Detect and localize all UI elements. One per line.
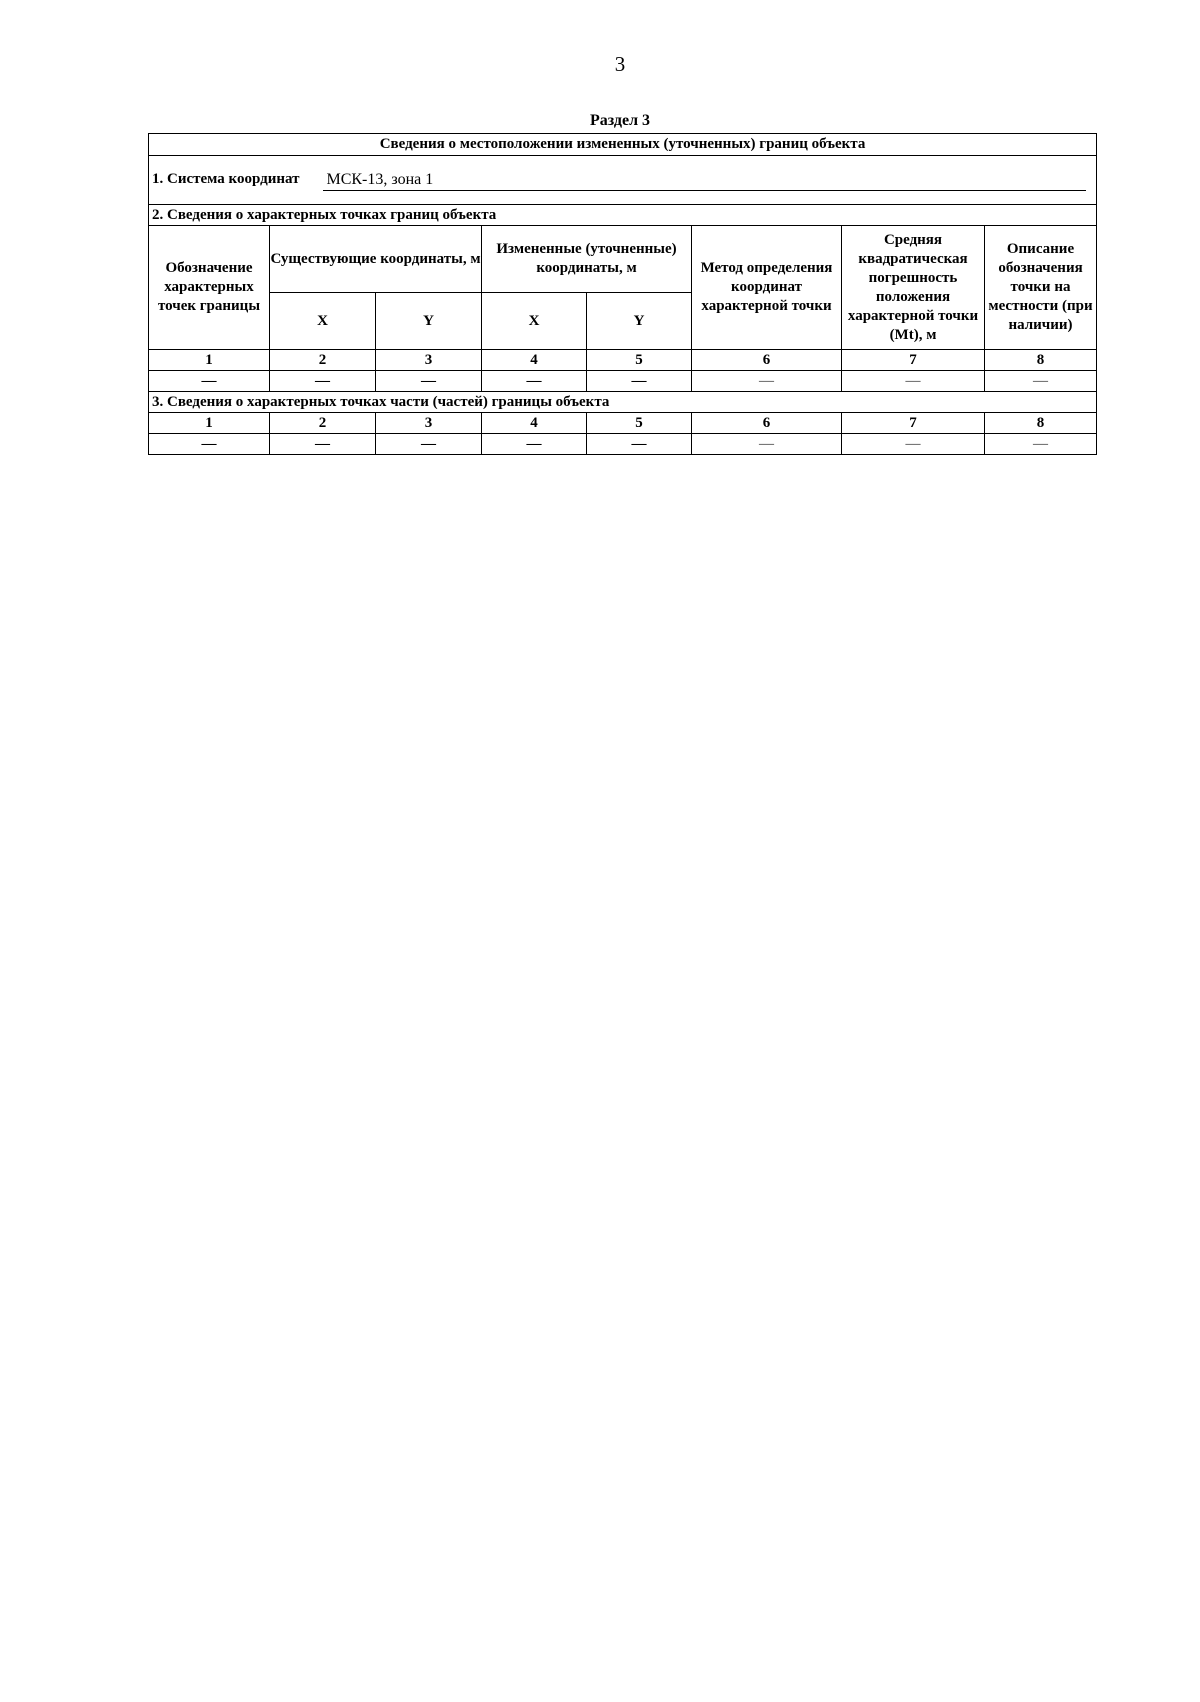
table-cell: — (482, 371, 587, 392)
header-existing-y: Y (376, 293, 482, 350)
table-cell: — (376, 371, 482, 392)
column-number: 4 (482, 413, 587, 434)
header-row-1 (149, 226, 1097, 293)
header-existing-coords: Существующие координаты, м (270, 226, 482, 293)
column-number: 5 (587, 413, 692, 434)
parts-heading: 3. Сведения о характерных точках части (частей) границы объекта (149, 392, 1097, 413)
parts-heading-row (149, 392, 1097, 413)
coord-system-row (149, 156, 1097, 205)
table-cell: — (842, 371, 985, 392)
column-number: 1 (149, 413, 270, 434)
table-title: Сведения о местоположении измененных (уточненных) границ объекта (149, 134, 1097, 156)
table-title-row (149, 134, 1097, 156)
table-cell: — (149, 371, 270, 392)
table-row (149, 434, 1097, 455)
section-title: Раздел 3 (589, 112, 651, 129)
table-cell: — (985, 371, 1097, 392)
coord-system-value: МСК-13, зона 1 (323, 170, 1086, 191)
table-cell: — (587, 434, 692, 455)
column-number: 3 (376, 350, 482, 371)
column-number: 1 (149, 350, 270, 371)
table-cell: — (270, 434, 376, 455)
header-changed-y: Y (587, 293, 692, 350)
table-cell: — (692, 371, 842, 392)
column-number: 2 (270, 413, 376, 434)
table-row (149, 371, 1097, 392)
column-number: 7 (842, 350, 985, 371)
column-number: 6 (692, 350, 842, 371)
table-cell: — (842, 434, 985, 455)
column-number: 4 (482, 350, 587, 371)
header-changed-x: X (482, 293, 587, 350)
column-numbers-row (149, 350, 1097, 371)
column-number: 7 (842, 413, 985, 434)
coord-system-label: 1. Система координат (152, 170, 300, 187)
column-number: 3 (376, 413, 482, 434)
header-existing-x: X (270, 293, 376, 350)
column-number: 8 (985, 413, 1097, 434)
header-error: Средняя квадратическая погрешность положения характерной точки (Mt), м (842, 226, 985, 350)
column-number: 6 (692, 413, 842, 434)
points-heading: 2. Сведения о характерных точках границ объекта (149, 205, 1097, 226)
column-number: 5 (587, 350, 692, 371)
header-changed-coords: Измененные (уточненные) координаты, м (482, 226, 692, 293)
table-cell: — (270, 371, 376, 392)
column-number: 8 (985, 350, 1097, 371)
table-cell: — (985, 434, 1097, 455)
header-method: Метод определения координат характерной точки (692, 226, 842, 350)
column-number: 2 (270, 350, 376, 371)
table-cell: — (482, 434, 587, 455)
boundary-table (148, 133, 1097, 455)
page-number: 3 (614, 52, 626, 76)
parts-column-numbers-row (149, 413, 1097, 434)
table-cell: — (149, 434, 270, 455)
table-cell: — (692, 434, 842, 455)
header-designation: Обозначение характерных точек границы (149, 226, 270, 350)
table-cell: — (587, 371, 692, 392)
table-cell: — (376, 434, 482, 455)
points-heading-row (149, 205, 1097, 226)
header-description: Описание обозначения точки на местности (при наличии) (985, 226, 1097, 350)
